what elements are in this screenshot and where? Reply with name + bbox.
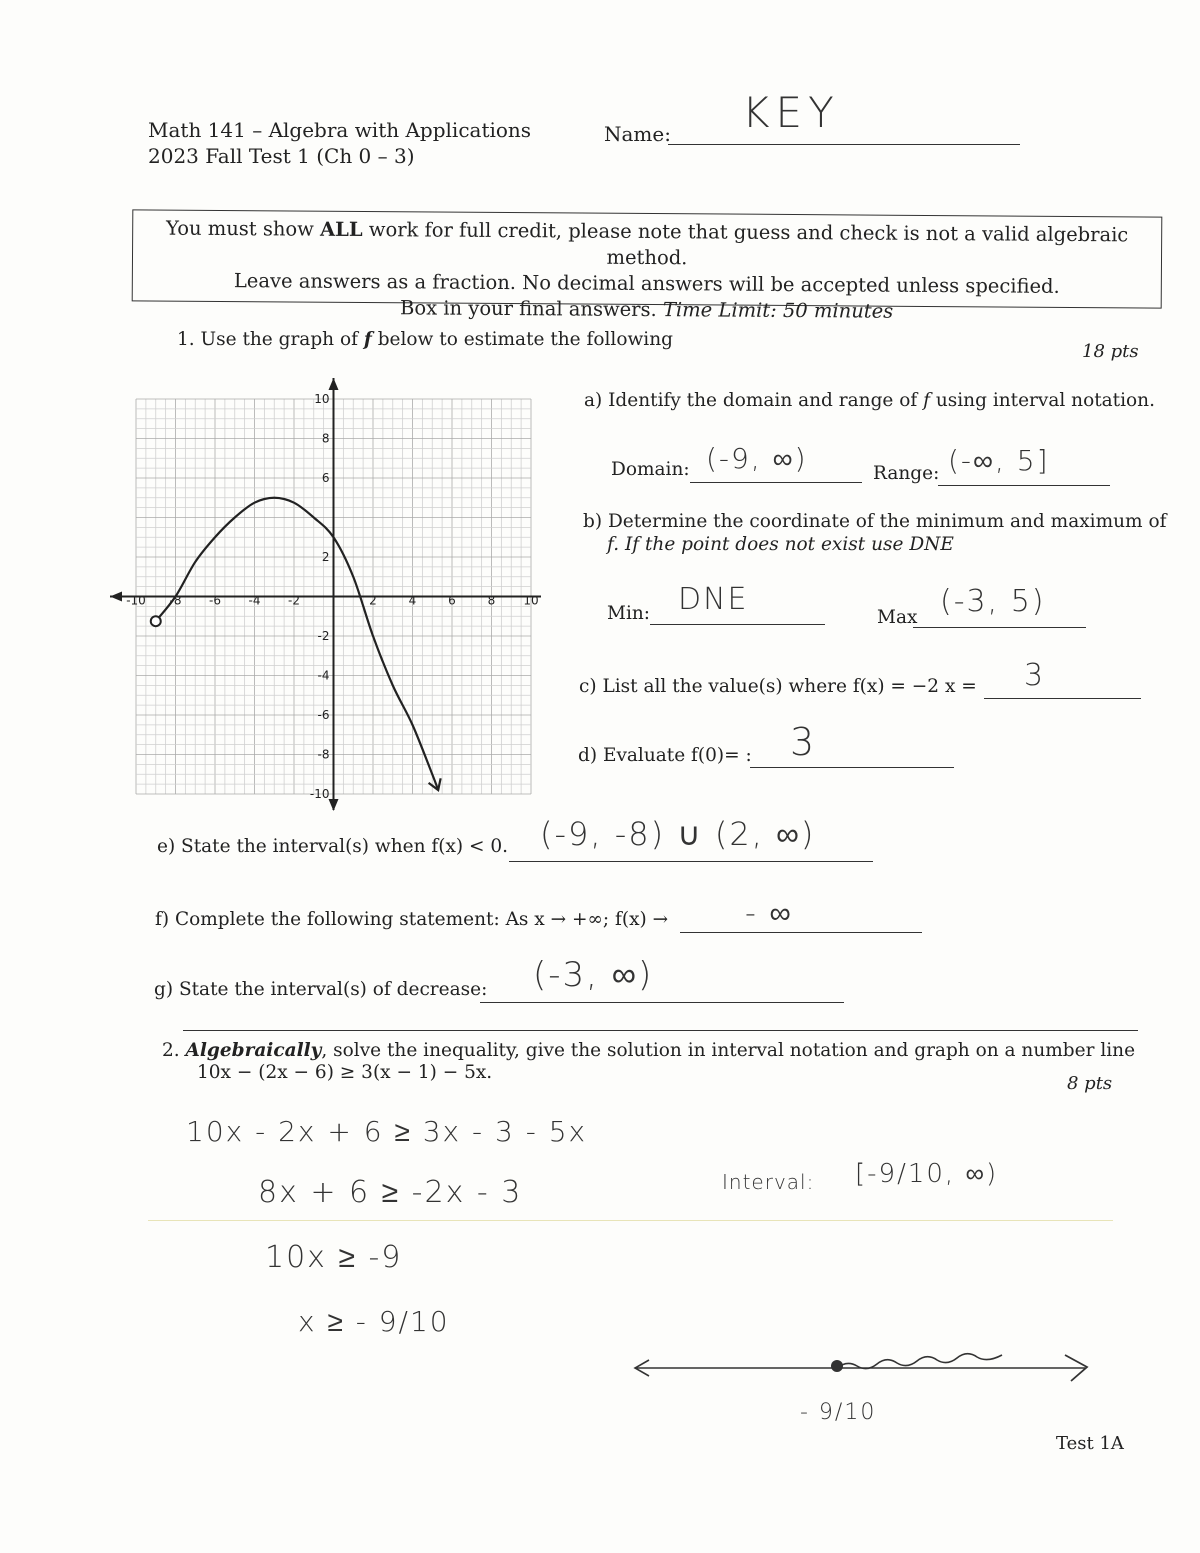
instructions-box: [132, 209, 1163, 323]
q1d-text: d) Evaluate f(0)= :: [578, 745, 752, 766]
x-tick-label: -8: [169, 593, 182, 608]
instructions-line-3: Box in your final answers. Time Limit: 50 minutes: [400, 296, 894, 323]
e-line: [509, 861, 873, 862]
faint-ruler-line: [148, 1220, 1113, 1221]
f-answer: - ∞: [745, 896, 793, 931]
q1b-text-2: f. If the point does not exist use DNE: [607, 534, 954, 555]
work-step-3: 10x ≥ -9: [265, 1240, 403, 1275]
instructions-line-2: Leave answers as a fraction. No decimal answers will be accepted unless specified.: [233, 269, 1060, 298]
name-line: [668, 144, 1020, 145]
e-answer: (-9, -8) ∪ (2, ∞): [540, 815, 816, 853]
x-axis-arrow-left: [110, 592, 122, 602]
g-line: [480, 1002, 844, 1003]
course-title: Math 141 – Algebra with Applications: [148, 118, 532, 142]
series-f-curve: [156, 498, 438, 790]
y-tick-label: -10: [309, 787, 330, 801]
number-line-label: - 9/10: [800, 1400, 877, 1425]
x-tick-label: -10: [126, 593, 146, 608]
open-endpoint: [151, 616, 161, 626]
x-tick-label: 4: [408, 593, 417, 608]
function-graph: [106, 374, 546, 814]
max-answer: (-3, 5): [940, 584, 1046, 619]
name-value: KEY: [742, 88, 840, 137]
q1-points: 18 pts: [1082, 341, 1139, 362]
x-tick-label: 6: [448, 593, 456, 608]
domain-label: Domain:: [611, 459, 690, 480]
work-step-4: x ≥ - 9/10: [298, 1305, 450, 1338]
min-answer: DNE: [678, 582, 749, 617]
x-tick-label: 8: [487, 593, 496, 608]
q1b-text: b) Determine the coordinate of the minimum and maximum of: [583, 511, 1167, 532]
q1f-text: f) Complete the following statement: As x → +∞; f(x) →: [155, 909, 669, 930]
q2-prompt: 2. Algebraically, solve the inequality, give the solution in interval notation and graph on a number line: [162, 1040, 1136, 1061]
y-tick-label: -4: [317, 668, 330, 683]
min-label: Min:: [607, 603, 651, 624]
interval-label: Interval:: [722, 1170, 815, 1194]
q1c-text: c) List all the value(s) where f(x) = −2 x =: [579, 676, 977, 697]
y-axis-arrow-down: [329, 799, 339, 811]
g-answer: (-3, ∞): [533, 955, 654, 995]
name-label: Name:: [604, 122, 671, 146]
section-divider: [183, 1030, 1138, 1031]
x-tick-label: 2: [369, 593, 377, 608]
x-tick-label: -4: [248, 593, 261, 608]
q2-inequality: 10x − (2x − 6) ≥ 3(x − 1) − 5x.: [197, 1062, 493, 1083]
q1g-text: g) State the interval(s) of decrease:: [154, 979, 488, 1000]
d-answer: 3: [790, 720, 817, 764]
y-axis-arrow-up: [329, 378, 339, 390]
min-line: [650, 624, 825, 625]
range-line: [938, 485, 1110, 486]
domain-line: [690, 482, 862, 483]
max-line: [913, 627, 1086, 628]
test-id: Test 1A: [1056, 1433, 1124, 1454]
range-answer: (-∞, 5]: [948, 444, 1050, 477]
y-tick-label: -6: [317, 708, 330, 722]
y-tick-label: 2: [321, 550, 330, 564]
f-line: [680, 932, 922, 933]
work-step-2: 8x + 6 ≥ -2x - 3: [258, 1175, 523, 1210]
y-tick-label: 8: [321, 431, 330, 446]
test-title: 2023 Fall Test 1 (Ch 0 – 3): [148, 144, 415, 168]
c-answer: 3: [1024, 658, 1046, 693]
y-tick-label: -2: [317, 629, 330, 643]
instructions-line-1: You must show ALL work for full credit, please note that guess and check is not a valid algebraic method.: [166, 216, 1129, 270]
q1-prompt: 1. Use the graph of f below to estimate the following: [177, 329, 673, 350]
max-label: Max: [877, 607, 918, 628]
q2-points: 8 pts: [1067, 1073, 1113, 1094]
x-tick-label: 10: [523, 593, 539, 608]
y-tick-label: 6: [321, 471, 330, 485]
domain-answer: (-9, ∞): [706, 442, 808, 475]
x-tick-label: -6: [209, 593, 221, 608]
x-tick-label: -2: [288, 593, 300, 608]
interval-answer: [-9/10, ∞): [855, 1159, 999, 1189]
c-line: [984, 698, 1141, 699]
y-tick-label: 10: [314, 392, 330, 406]
work-step-1: 10x - 2x + 6 ≥ 3x - 3 - 5x: [186, 1115, 588, 1148]
y-tick-label: -8: [317, 747, 330, 762]
q1e-text: e) State the interval(s) when f(x) < 0.: [157, 836, 509, 857]
range-label: Range:: [873, 463, 940, 484]
d-line: [750, 767, 954, 768]
q1a-text: a) Identify the domain and range of f using interval notation.: [584, 390, 1155, 411]
number-line: [625, 1345, 1105, 1395]
